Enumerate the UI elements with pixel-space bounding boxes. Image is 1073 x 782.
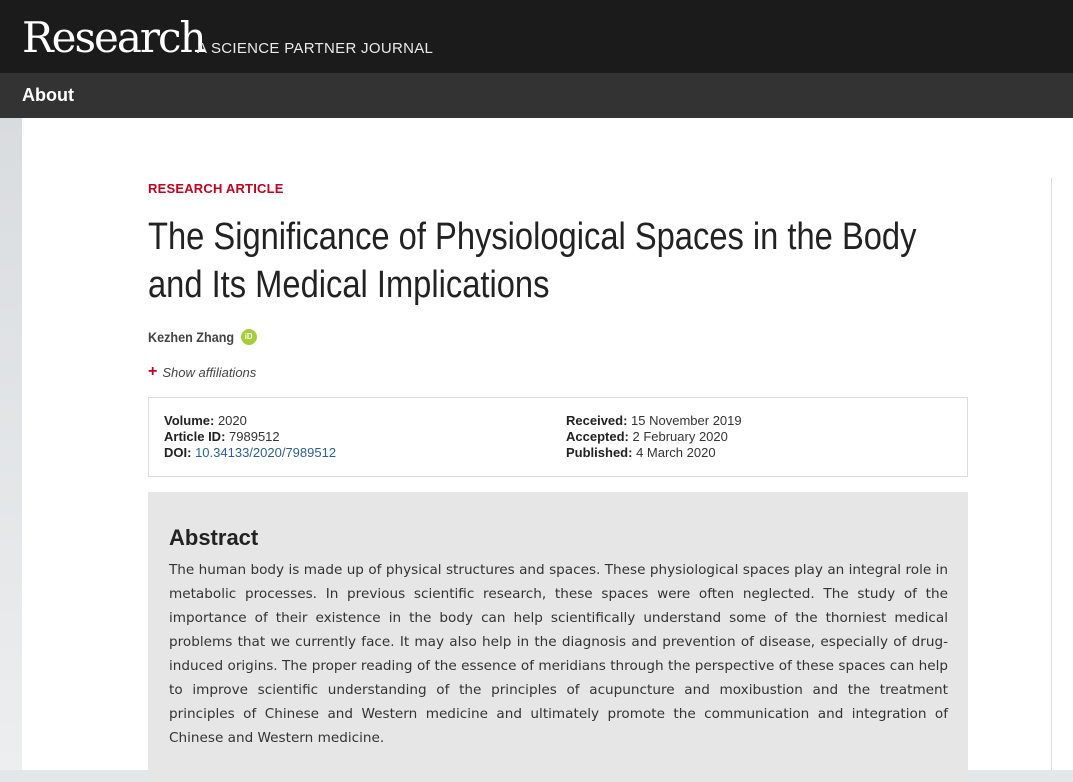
- journal-tagline: A SCIENCE PARTNER JOURNAL: [197, 40, 434, 57]
- right-divider: [1051, 178, 1052, 770]
- orcid-icon[interactable]: iD: [241, 329, 257, 345]
- article-id-row: [164, 429, 336, 445]
- article-type-label: RESEARCH ARTICLE: [148, 181, 284, 196]
- received-row: [566, 413, 742, 429]
- metadata-left-column: [164, 413, 336, 461]
- plus-icon: +: [148, 363, 158, 380]
- site-header: [0, 0, 1073, 73]
- abstract-section: [148, 492, 968, 782]
- article-metadata-box: [148, 397, 968, 477]
- metadata-right-column: [566, 413, 742, 461]
- published-value: 4 March 2020: [636, 445, 716, 460]
- received-label: Received:: [566, 413, 628, 428]
- accepted-row: [566, 429, 742, 445]
- doi-label: DOI:: [164, 445, 192, 460]
- volume-row: [164, 413, 336, 429]
- accepted-value: 2 February 2020: [632, 429, 728, 444]
- article-id-value: 7989512: [229, 429, 280, 444]
- abstract-text: The human body is made up of physical structures and spaces. These physiological spaces play an integral role in metabolic processes. In previous scientific research, these spaces were often neglected. The study of the importance of their existence in the body can help scientifically understand some of the thorniest medical problems that we currently face. It may also help in the diagnosis and prevention of disease, especially of drug-induced origins. The proper reading of the essence of meridians through the perspective of these spaces can help to improve scientific understanding of the principles of acupuncture and moxibustion and the treatment principles of Chinese and Western medicine and ultimately promote the communication and integration of Chinese and Western medicine.: [169, 562, 948, 746]
- author-name-link[interactable]: Kezhen Zhang: [148, 329, 235, 345]
- abstract-heading: Abstract: [169, 525, 259, 550]
- show-affiliations-toggle[interactable]: [148, 364, 256, 380]
- author-row: [148, 329, 257, 345]
- article-id-label: Article ID:: [164, 429, 226, 444]
- journal-logo[interactable]: Research: [22, 13, 205, 62]
- show-affiliations-label: Show affiliations: [162, 364, 257, 380]
- published-label: Published:: [566, 445, 633, 460]
- article-title: The Significance of Physiological Spaces in the Body and Its Medical Implications: [148, 216, 917, 306]
- nav-about-link[interactable]: About: [22, 85, 74, 105]
- left-gutter: [0, 118, 22, 770]
- volume-label: Volume:: [164, 413, 215, 428]
- volume-value: 2020: [217, 413, 247, 428]
- doi-row: [164, 445, 336, 461]
- accepted-label: Accepted:: [566, 429, 629, 444]
- nav-bar: [0, 73, 1073, 118]
- doi-link[interactable]: 10.34133/2020/7989512: [195, 445, 337, 460]
- received-value: 15 November 2019: [631, 413, 742, 428]
- published-row: [566, 445, 742, 461]
